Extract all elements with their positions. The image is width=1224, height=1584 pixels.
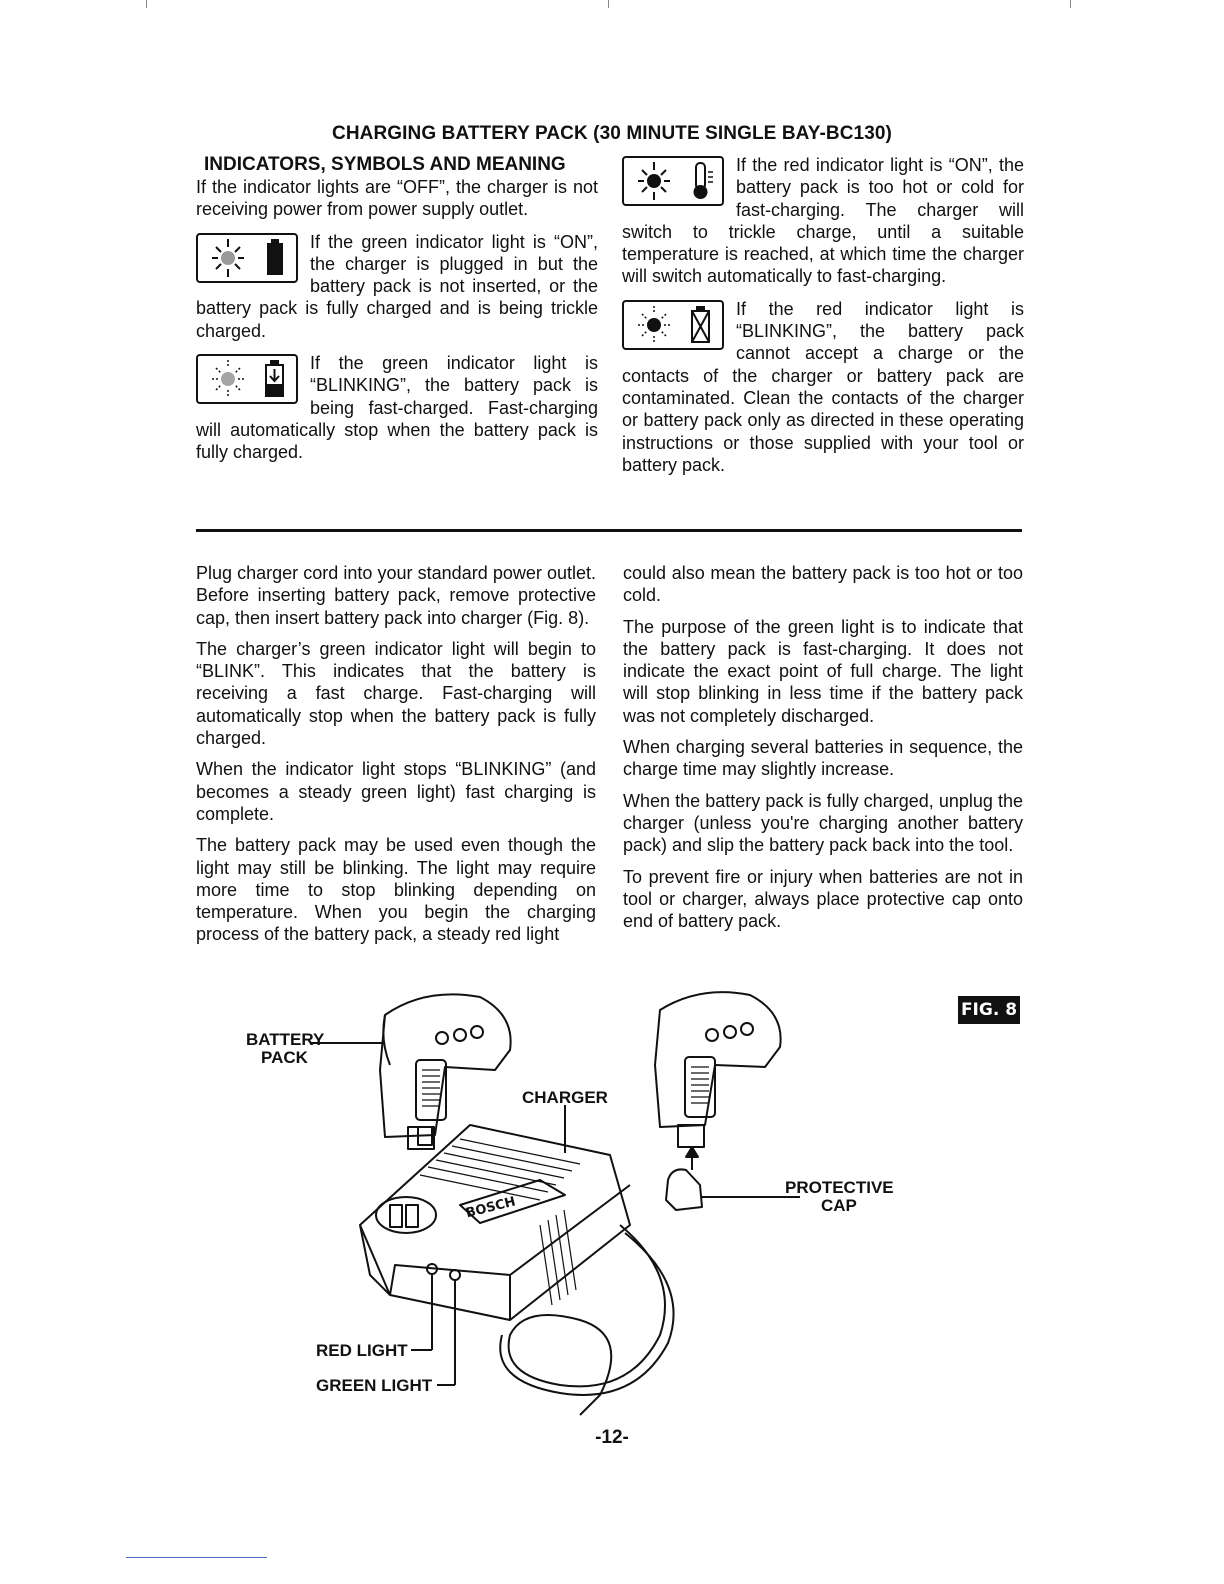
body-paragraph: When charging several batteries in sequence, the charge time may slightly increase. [623,737,1023,780]
brand-logo: BOSCH [464,1194,518,1222]
body-paragraph: To prevent fire or injury when batteries are not in tool or charger, always place protective cap onto end of battery pack. [623,866,1023,932]
indicators-right-column [622,154,1024,476]
body-paragraph: could also mean the battery pack is too hot or too cold. [623,563,1023,606]
section-divider [196,529,1022,532]
body-paragraph: When the indicator light stops “BLINKING” (and becomes a steady green light) fast charging is complete. [196,759,596,824]
green-light-label: GREEN LIGHT [316,1376,433,1395]
indicator-green-on-block [196,231,598,342]
body-paragraph: Plug charger cord into your standard power outlet. Before inserting battery pack, remove protective cap, then insert battery pack into charger (Fig. 8). [196,563,596,628]
crop-mark [146,0,147,8]
crop-mark [1070,0,1071,8]
indicator-red-blink-block [622,298,1024,476]
indicator-green-blink-text: If the green indicator light is “BLINKING”, the battery pack is being fast-charged. Fast-charging will automatically stop when the battery pack is fully charged. [196,353,598,463]
battery-pack-label-line2: PACK [261,1048,308,1067]
indicators-left-column [196,154,598,464]
battery-pack-drawing [380,994,511,1149]
body-paragraph: The charger’s green indicator light will begin to “BLINK”. This indicates that the battery is receiving a fast charge. Fast-charging will automatically stop when the battery pack is fully charged. [196,638,596,749]
charger-drawing [360,1125,674,1415]
bottom-edge-line [126,1557,267,1558]
green-light-blinking-icon [196,354,298,404]
indicator-red-on-text: If the red indicator light is “ON”, the battery pack is too hot or cold for fast-charging. The charger will switch to trickle charge, until a suitable temperature is reached, at which time the charger will switch automatically to fast-charging. [622,155,1024,287]
indicator-red-blink-text: If the red indicator light is “BLINKING”, the battery pack cannot accept a charge or the contacts of the charger or battery pack are contaminated. Clean the contacts of the charger or battery pack only as directed in these operating instructions or those supplied with your tool or battery pack. [622,298,1024,475]
indicator-green-on-text: If the green indicator light is “ON”, the charger is plugged in but the battery pack is not inserted, or the battery pack is fully charged and is being trickle charged. [196,231,598,341]
charger-label: CHARGER [522,1088,608,1107]
red-light-label: RED LIGHT [316,1341,408,1360]
body-paragraph: When the battery pack is fully charged, unplug the charger (unless you're charging another battery pack) and slip the battery pack back into the tool. [623,790,1023,856]
body-paragraph: The battery pack may be used even though the light may still be blinking. The light may require more time to stop blinking depending on temperature. When you begin the charging process of the battery pack, a steady red light [196,835,596,945]
indicator-red-on-block [622,154,1024,288]
indicators-heading: INDICATORS, SYMBOLS AND MEANING [204,154,566,175]
figure-badge: FIG. 8 [958,996,1020,1024]
red-light-on-icon [622,156,724,206]
protective-cap-label-line2: CAP [821,1196,857,1215]
body-paragraph: The purpose of the green light is to indicate that the battery pack is fast-charging. It does not indicate the exact point of full charge. The light will stop blinking in less time if the battery pack was not completely discharged. [623,616,1023,726]
green-light-on-icon [196,233,298,283]
page-title: CHARGING BATTERY PACK (30 MINUTE SINGLE BAY-BC130) [332,123,892,144]
indicator-off-text: If the indicator lights are “OFF”, the charger is not receiving power from power supply outlet. [196,177,598,220]
battery-pack-label-line1: BATTERY [246,1030,325,1049]
indicator-green-blink-block [196,352,598,463]
body-left-column [196,562,596,955]
protective-cap-label-line1: PROTECTIVE [785,1178,894,1197]
red-light-blinking-icon [622,300,724,350]
crop-mark [608,0,609,8]
body-right-column [623,562,1023,941]
battery-pack-drawing-right [655,992,800,1210]
page-number: -12- [595,1427,629,1448]
